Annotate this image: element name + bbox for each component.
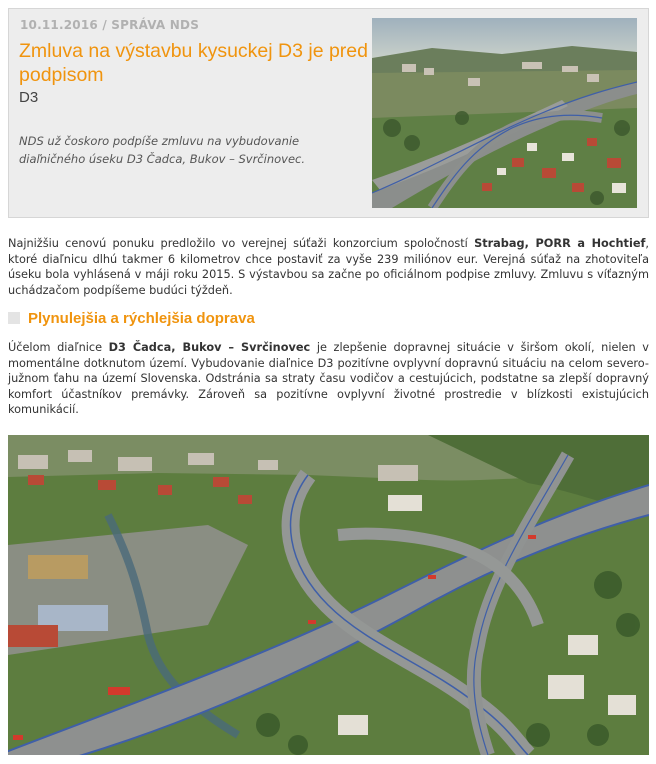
intro-text-1: Najnižšiu cenovú ponuku predložilo vo verejnej súťaži konzorcium spoločností <box>8 237 475 250</box>
article-subtitle: D3 <box>19 89 39 106</box>
main-aerial-image <box>8 435 649 755</box>
hero-aerial-image <box>372 18 637 208</box>
purpose-text-1: Účelom diaľnice <box>8 341 109 354</box>
article-perex: NDS už čoskoro podpíše zmluvu na vybudovanie diaľničného úseku D3 Čadca, Bukov – Svrčinovec. <box>19 134 306 166</box>
purpose-text-2: je zlepšenie dopravnej situácie v širšom okolí, nielen v momentálne dotknutom území. Vybudovanie diaľnice D3 pozitívne ovplyvní dopravnú situáciu na celom severo-južnom ťahu na území Slovenska. Odstránia sa straty času vodičov a cestujúcich, podstatne sa zlepší dopravný komfort účastníkov premávky. Zároveň sa pozitívne ovplyvní životné prostredie v blízkosti existujúcich komunikácií. <box>8 341 649 417</box>
intro-paragraph <box>8 236 649 298</box>
purpose-paragraph <box>8 340 649 418</box>
main-photo <box>8 435 649 755</box>
heading-square-icon <box>8 312 20 324</box>
article-title: Zmluva na výstavbu kysuckej D3 je pred podpisom <box>19 40 368 86</box>
section-heading <box>8 310 649 330</box>
article-category: SPRÁVA NDS <box>111 18 200 32</box>
article-date: 10.11.2016 <box>20 18 98 32</box>
hero-photo <box>372 18 637 208</box>
meta-separator: / <box>102 18 107 32</box>
purpose-bold-section: D3 Čadca, Bukov – Svrčinovec <box>108 341 311 354</box>
section-heading-text: Plynulejšia a rýchlejšia doprava <box>28 310 255 327</box>
article-meta <box>20 18 199 32</box>
intro-text-2: , ktoré diaľnicu dlhú takmer 6 kilometrov chce postaviť za vyše 239 miliónov eur. Verejná súťaž na zhotoviteľa úseku bola vyhlásená v máji roku 2015. S výstavbou sa začne po oficiálnom podpise zmluvy. Zmluvu s víťazným uchádzačom podpíšeme budúci týždeň. <box>8 237 649 297</box>
intro-bold-companies: Strabag, PORR a Hochtief <box>474 237 646 250</box>
